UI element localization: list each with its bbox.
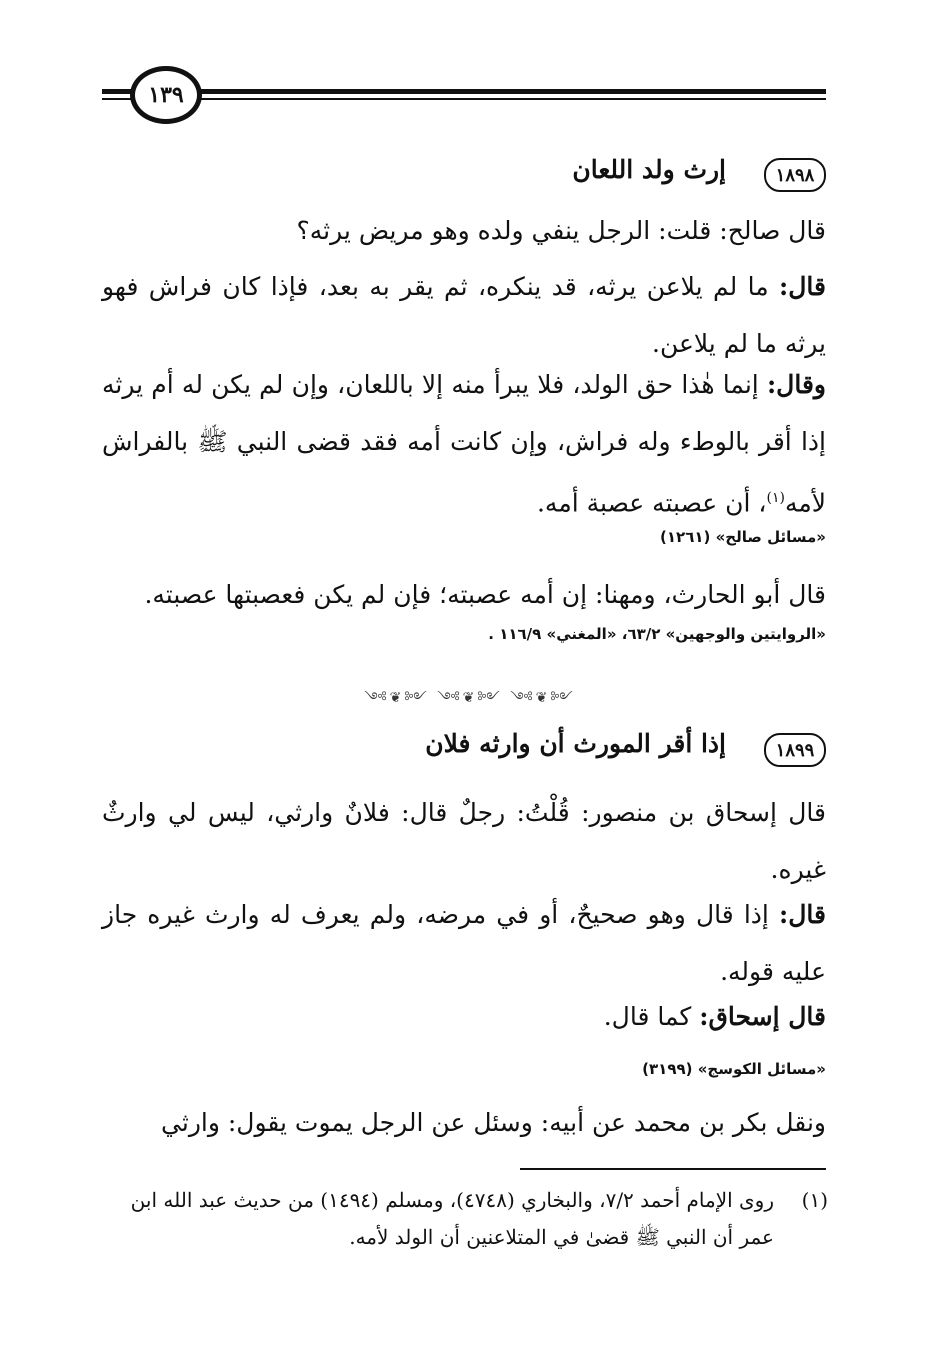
paragraph: قال صالح: قلت: الرجل ينفي ولده وهو مريض يرثه؟	[296, 216, 826, 245]
paragraph-lead: قال إسحاق:	[699, 1002, 826, 1031]
paragraph-text: ما لم يلاعن يرثه، قد ينكره، ثم يقر به بعد، فإذا كان فراش فهو يرثه ما لم يلاعن.	[102, 272, 826, 358]
section-title: إرث ولد اللعان	[572, 155, 726, 184]
page-number: ١٣٩	[130, 66, 202, 124]
paragraph-lead: وقال:	[766, 370, 826, 399]
paragraph	[102, 886, 826, 1000]
footnote-text: روى الإمام أحمد ٧/٢، والبخاري (٤٧٤٨)، ومسلم (١٤٩٤) من حديث عبد الله ابن عمر أن النبي ﷺ قضىٰ في المتلاعنين أن الولد لأمه.	[130, 1188, 774, 1249]
header-rule	[102, 86, 826, 108]
paragraph	[102, 988, 826, 1045]
paragraph	[102, 258, 826, 372]
section-title: إذا أقر المورث أن وارثه فلان	[425, 729, 726, 758]
footnote-marker: (١)	[801, 1188, 828, 1212]
paragraph-text: كما قال.	[603, 1002, 700, 1031]
section-number-badge: ١٨٩٩	[764, 733, 826, 767]
paragraph: ونقل بكر بن محمد عن أبيه: وسئل عن الرجل يموت يقول: وارثي	[161, 1108, 826, 1137]
source-citation: «مسائل صالح» (١٢٦١)	[660, 528, 826, 546]
paragraph-text: إنما هٰذا حق الولد، فلا يبرأ منه إلا باللعان، وإن لم يكن له أم يرثه إذا أقر بالوطء وله فراش، وإن كانت أمه فقد قضى النبي ﷺ بالفراش لأمه	[102, 370, 826, 518]
source-citation: «الروايتين والوجهين» ٦٣/٢، «المغني» ١١٦/٩ .	[488, 625, 826, 643]
source-citation: «مسائل الكوسج» (٣١٩٩)	[642, 1060, 826, 1078]
paragraph	[102, 356, 826, 531]
paragraph-lead: قال:	[779, 272, 826, 301]
paragraph-text: إذا قال وهو صحيحٌ، أو في مرضه، ولم يعرف له وارث غيره جاز عليه قوله.	[102, 900, 826, 986]
footnote-rule	[520, 1168, 826, 1170]
paragraph: قال أبو الحارث، ومهنا: إن أمه عصبته؛ فإن لم يكن فعصبتها عصبته.	[144, 580, 826, 609]
ornamental-divider: ༺❦༻ ༺❦༻ ༺❦༻	[364, 690, 576, 706]
paragraph-text: ، أن عصبته عصبة أمه.	[536, 488, 767, 518]
footnote-ref: (١)	[766, 490, 785, 506]
section-number-badge: ١٨٩٨	[764, 158, 826, 192]
paragraph: قال إسحاق بن منصور: قُلْتُ: رجلٌ قال: فلانٌ وارثي، ليس لي وارثٌ غيره.	[102, 798, 826, 884]
paragraph-lead: قال:	[779, 900, 826, 929]
